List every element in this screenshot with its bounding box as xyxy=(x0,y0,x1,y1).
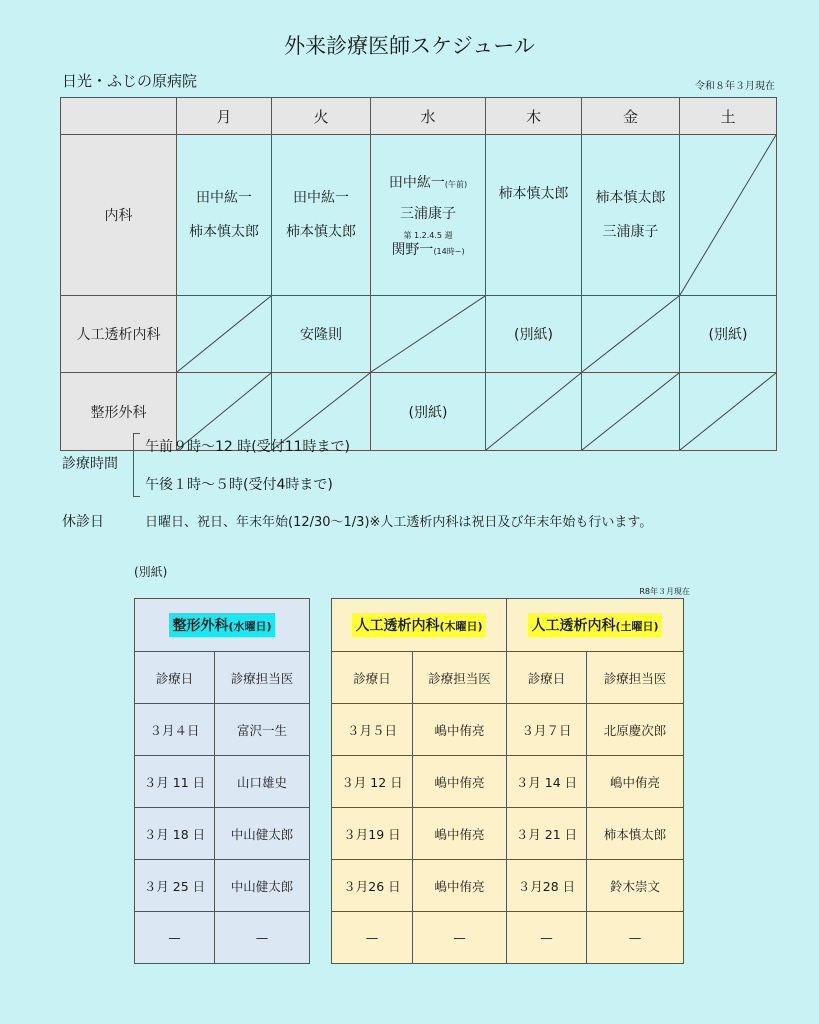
doctor-cell: — xyxy=(215,912,310,964)
annex-as-of: R8年３月現在 xyxy=(639,587,690,596)
closed-days: 日曜日、祝日、年末年始(12/30～1/3)※人工透析内科は祝日及び年末年始も行います。 xyxy=(145,515,653,530)
doctor-cell: 嶋中侑亮 xyxy=(413,756,507,808)
dialysis-annex-table xyxy=(331,598,684,964)
schedule-table xyxy=(60,97,777,451)
doctor-cell: 中山健太郎 xyxy=(215,808,310,860)
ortho-annex-title xyxy=(135,599,310,652)
date-cell: ３月26 日 xyxy=(332,860,413,912)
hours-morning: 午前９時～12 時(受付11時まで) xyxy=(145,439,351,455)
doctor-name: 田中紘一 xyxy=(388,175,445,191)
annex-label: (別紙) xyxy=(134,565,168,579)
naika-fri xyxy=(582,135,680,296)
highlight-label xyxy=(352,613,485,637)
date-cell: ３月７日 xyxy=(507,704,587,756)
date-cell: ３月28 日 xyxy=(507,860,587,912)
doctor-cell: 嶋中侑亮 xyxy=(413,808,507,860)
dept-dialysis: 人工透析内科 xyxy=(61,296,177,373)
dept-name: 整形外科 xyxy=(172,618,229,634)
doctor-cell: 嶋中侑亮 xyxy=(413,704,507,756)
doctor-cell: 山口雄史 xyxy=(215,756,310,808)
table-row xyxy=(332,704,684,756)
dept-naika: 内科 xyxy=(61,135,177,296)
table-row xyxy=(332,860,684,912)
no-service-slash xyxy=(680,373,776,450)
doctor-line xyxy=(371,242,485,260)
ortho-wed: (別紙) xyxy=(371,373,486,451)
week-note: 第 1.2.4.5 週 xyxy=(403,231,453,240)
date-cell: ３月 21 日 xyxy=(507,808,587,860)
doctor-cell: 柿本慎太郎 xyxy=(587,808,684,860)
dialysis-sat: (別紙) xyxy=(680,296,777,373)
dialysis-wed-empty xyxy=(371,296,486,373)
day-tue: 火 xyxy=(272,98,371,135)
date-cell: ３月４日 xyxy=(135,704,215,756)
date-cell: ３月５日 xyxy=(332,704,413,756)
ortho-annex-table xyxy=(134,598,310,964)
naika-tue xyxy=(272,135,371,296)
hours-label: 診療時間 xyxy=(62,456,118,472)
col-doctor: 診療担当医 xyxy=(587,652,684,704)
doctor-cell: 富沢一生 xyxy=(215,704,310,756)
doctor-name: 関野一 xyxy=(391,242,434,258)
dialysis-row xyxy=(61,296,777,373)
no-service-slash xyxy=(582,296,679,372)
col-date: 診療日 xyxy=(135,652,215,704)
annex-title-row xyxy=(332,599,684,652)
doctor-name: 柿本慎太郎 xyxy=(286,224,356,240)
weekday-note: (木曜日) xyxy=(439,620,483,633)
day-thu: 木 xyxy=(486,98,582,135)
ortho-fri-empty xyxy=(582,373,680,451)
naika-mon xyxy=(177,135,272,296)
highlight-label xyxy=(528,613,661,637)
dialysis-fri-empty xyxy=(582,296,680,373)
day-fri: 金 xyxy=(582,98,680,135)
col-date: 診療日 xyxy=(332,652,413,704)
col-date: 診療日 xyxy=(507,652,587,704)
day-sat: 土 xyxy=(680,98,777,135)
naika-thu xyxy=(486,135,582,296)
doctor-name: 田中紘一 xyxy=(196,190,252,206)
doctor-cell: — xyxy=(587,912,684,964)
doctor-name: 柿本慎太郎 xyxy=(189,224,259,240)
dialysis-sat-annex-title xyxy=(507,599,684,652)
date-cell: ３月 11 日 xyxy=(135,756,215,808)
time-note: (14時~) xyxy=(433,247,465,256)
hours-bracket xyxy=(133,433,140,497)
doctor-cell: 嶋中侑亮 xyxy=(587,756,684,808)
col-doctor: 診療担当医 xyxy=(413,652,507,704)
dialysis-thu: (別紙) xyxy=(486,296,582,373)
schedule-header-row xyxy=(61,98,777,135)
date-cell: — xyxy=(507,912,587,964)
table-row xyxy=(135,808,310,860)
doctor-name: 柿本慎太郎 xyxy=(498,186,569,202)
no-service-slash xyxy=(680,135,776,295)
corner-cell xyxy=(61,98,177,135)
naika-sat-empty xyxy=(680,135,777,296)
doctor-name: 三浦康子 xyxy=(602,224,659,240)
table-row xyxy=(135,756,310,808)
time-note: (午前) xyxy=(444,180,468,189)
page-title: 外来診療医師スケジュール xyxy=(284,34,535,58)
annex-header-row xyxy=(332,652,684,704)
table-row xyxy=(332,912,684,964)
day-wed: 水 xyxy=(371,98,486,135)
doctor-cell: 鈴木崇文 xyxy=(587,860,684,912)
date-cell: ３月 12 日 xyxy=(332,756,413,808)
doctor-name: 田中紘一 xyxy=(293,190,349,206)
table-row xyxy=(135,912,310,964)
annex-header-row xyxy=(135,652,310,704)
date-cell: — xyxy=(135,912,215,964)
weekday-note: (土曜日) xyxy=(615,620,659,633)
closed-label: 休診日 xyxy=(62,514,104,530)
date-cell: ３月 25 日 xyxy=(135,860,215,912)
no-service-slash xyxy=(486,373,581,450)
date-cell: ３月 18 日 xyxy=(135,808,215,860)
dept-name: 人工透析内科 xyxy=(531,618,616,634)
date-cell: ３月19 日 xyxy=(332,808,413,860)
dialysis-thu-annex-title xyxy=(332,599,507,652)
doctor-name: 三浦康子 xyxy=(400,206,456,222)
hospital-name: 日光・ふじの原病院 xyxy=(62,72,198,90)
table-row xyxy=(332,808,684,860)
weekday-note: (水曜日) xyxy=(228,620,272,633)
dialysis-tue: 安隆則 xyxy=(272,296,371,373)
doctor-cell: 嶋中侑亮 xyxy=(413,860,507,912)
table-row xyxy=(135,704,310,756)
no-service-slash xyxy=(177,296,271,372)
ortho-sat-empty xyxy=(680,373,777,451)
table-row xyxy=(135,860,310,912)
day-mon: 月 xyxy=(177,98,272,135)
table-row xyxy=(332,756,684,808)
as-of-date: 令和８年３月現在 xyxy=(695,81,775,92)
dept-ortho: 整形外科 xyxy=(61,373,177,451)
doctor-name: 柿本慎太郎 xyxy=(595,190,666,206)
ortho-thu-empty xyxy=(486,373,582,451)
hours-afternoon: 午後１時～５時(受付4時まで) xyxy=(145,477,333,493)
annex-title-row xyxy=(135,599,310,652)
no-service-slash xyxy=(582,373,679,450)
doctor-cell: — xyxy=(413,912,507,964)
naika-wed xyxy=(371,135,486,296)
no-service-slash xyxy=(371,296,485,372)
naika-row xyxy=(61,135,777,296)
date-cell: ３月 14 日 xyxy=(507,756,587,808)
doctor-cell: 北原慶次郎 xyxy=(587,704,684,756)
dept-name: 人工透析内科 xyxy=(355,618,440,634)
doctor-line xyxy=(371,170,485,198)
highlight-label xyxy=(169,613,274,637)
col-doctor: 診療担当医 xyxy=(215,652,310,704)
dialysis-mon-empty xyxy=(177,296,272,373)
doctor-cell: 中山健太郎 xyxy=(215,860,310,912)
date-cell: — xyxy=(332,912,413,964)
